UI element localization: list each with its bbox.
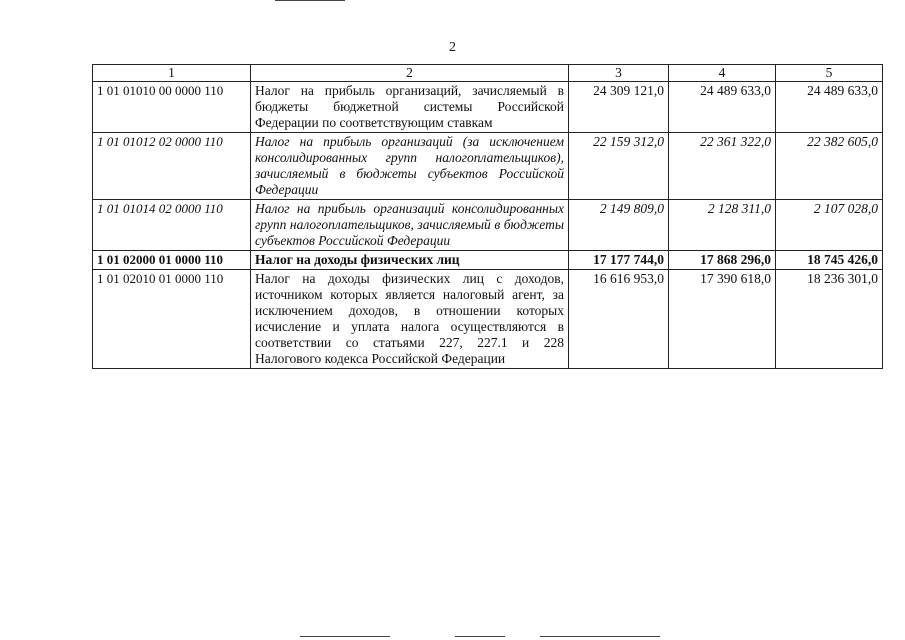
value-col-5: 22 382 605,0	[776, 133, 883, 200]
revenue-name: Налог на прибыль организаций консолидированных групп налогоплательщиков, зачисляемый в бюджеты субъектов Российской Федерации	[251, 200, 569, 251]
table-header-row	[93, 65, 883, 82]
budget-code: 1 01 02000 01 0000 110	[93, 251, 251, 270]
table-row	[93, 133, 883, 200]
column-header-1: 1	[93, 65, 251, 82]
value-col-3: 24 309 121,0	[569, 82, 669, 133]
revenue-name: Налог на доходы физических лиц	[251, 251, 569, 270]
column-header-3: 3	[569, 65, 669, 82]
value-col-4: 2 128 311,0	[669, 200, 776, 251]
value-col-3: 16 616 953,0	[569, 270, 669, 369]
table-row	[93, 82, 883, 133]
column-header-4: 4	[669, 65, 776, 82]
value-col-5: 18 236 301,0	[776, 270, 883, 369]
value-col-4: 17 390 618,0	[669, 270, 776, 369]
table-row	[93, 200, 883, 251]
budget-revenue-table	[92, 64, 883, 369]
table-row	[93, 270, 883, 369]
budget-code: 1 01 01014 02 0000 110	[93, 200, 251, 251]
revenue-name: Налог на прибыль организаций (за исключением консолидированных групп налогоплательщиков), зачисляемый в бюджеты субъектов Российской Федерации	[251, 133, 569, 200]
column-header-2: 2	[251, 65, 569, 82]
scan-mark-bottom	[300, 636, 390, 637]
value-col-3: 17 177 744,0	[569, 251, 669, 270]
revenue-name: Налог на прибыль организаций, зачисляемый в бюджеты бюджетной системы Российской Федерации по соответствующим ставкам	[251, 82, 569, 133]
table-row	[93, 251, 883, 270]
value-col-5: 2 107 028,0	[776, 200, 883, 251]
budget-code: 1 01 01012 02 0000 110	[93, 133, 251, 200]
value-col-3: 2 149 809,0	[569, 200, 669, 251]
value-col-3: 22 159 312,0	[569, 133, 669, 200]
value-col-4: 22 361 322,0	[669, 133, 776, 200]
value-col-4: 17 868 296,0	[669, 251, 776, 270]
value-col-4: 24 489 633,0	[669, 82, 776, 133]
revenue-name: Налог на доходы физических лиц с доходов, источником которых является налоговый агент, за исключением доходов, в отношении которых исчисление и уплата налога осуществляются в соответствии со статьями 227, 227.1 и 228 Налогового кодекса Российской Федерации	[251, 270, 569, 369]
scan-mark-bottom-3	[540, 636, 660, 637]
scan-mark-bottom-2	[455, 636, 505, 637]
scan-mark-top	[275, 0, 345, 1]
column-header-5: 5	[776, 65, 883, 82]
value-col-5: 24 489 633,0	[776, 82, 883, 133]
page-number: 2	[449, 40, 456, 55]
value-col-5: 18 745 426,0	[776, 251, 883, 270]
budget-code: 1 01 02010 01 0000 110	[93, 270, 251, 369]
budget-code: 1 01 01010 00 0000 110	[93, 82, 251, 133]
